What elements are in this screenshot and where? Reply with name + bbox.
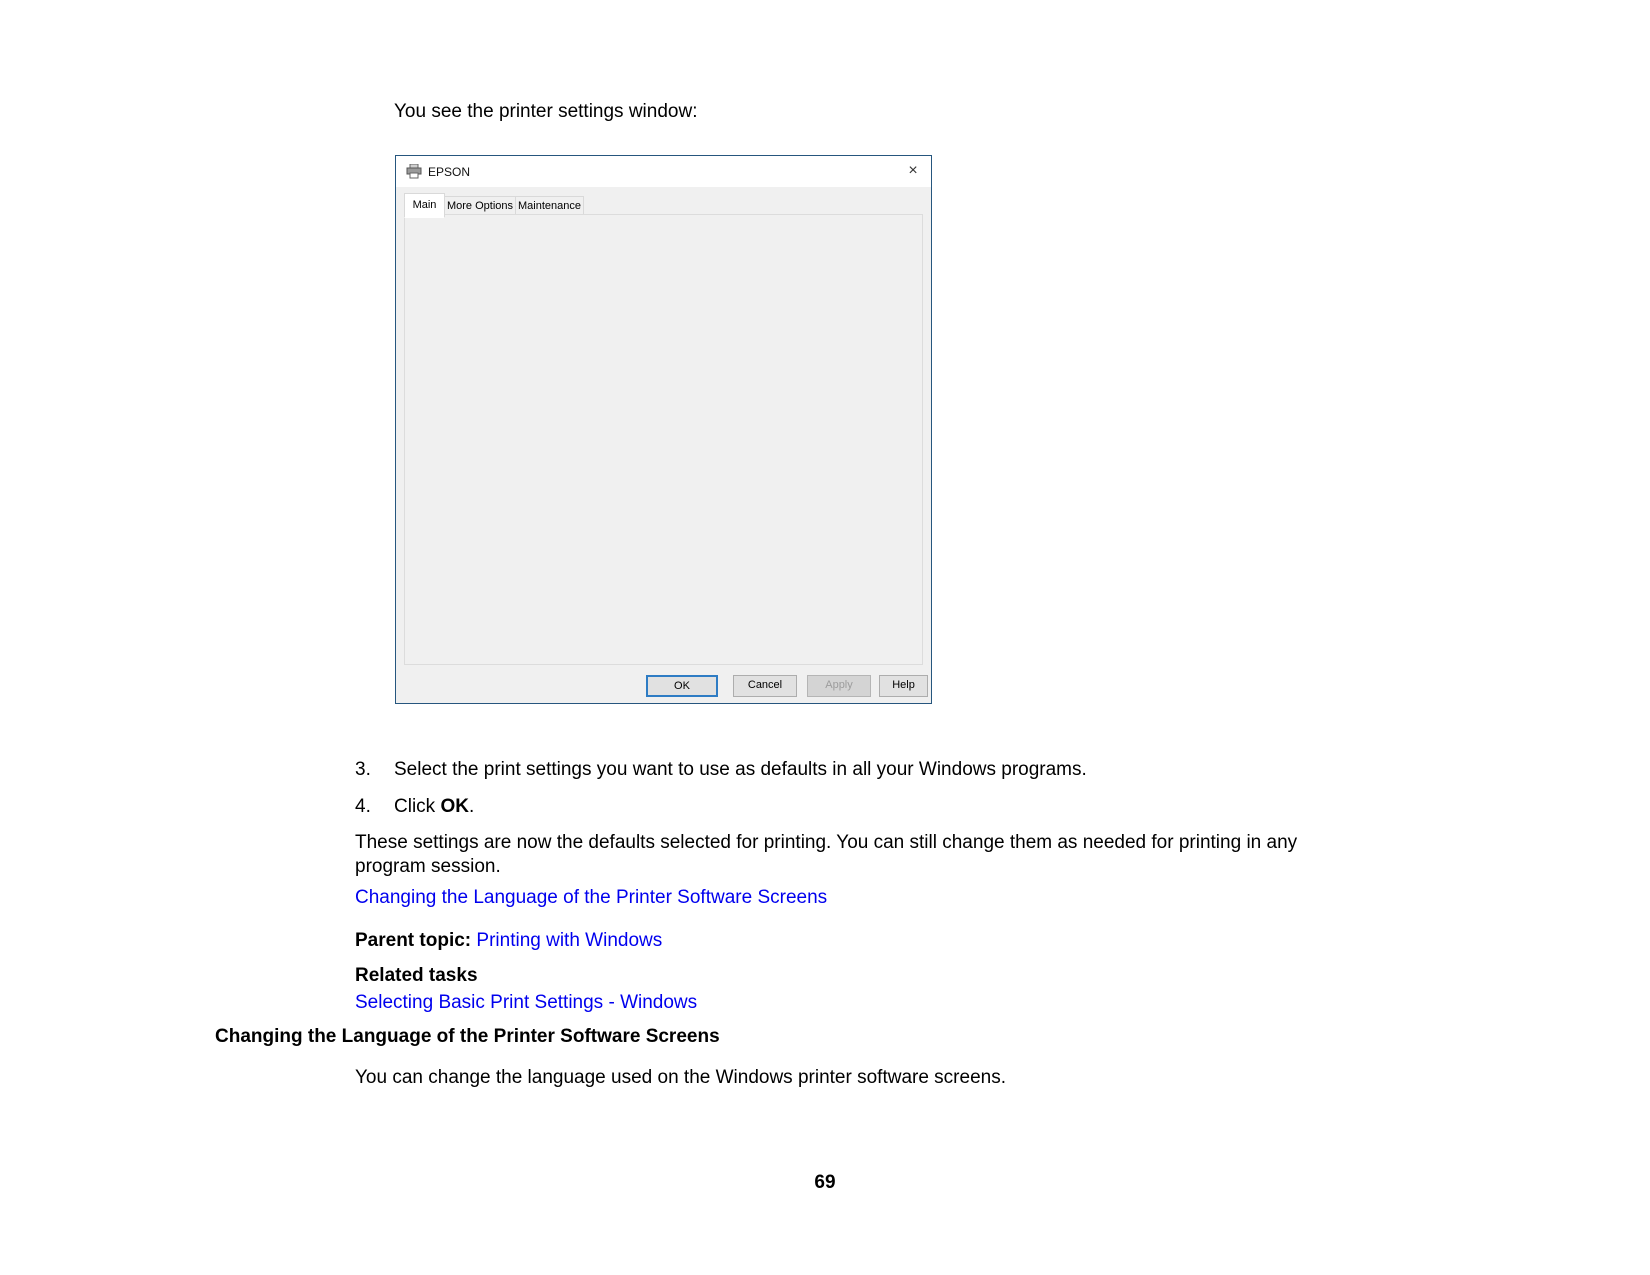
- intro-text: You see the printer settings window:: [394, 101, 698, 122]
- section-heading: Changing the Language of the Printer Software Screens: [215, 1026, 720, 1047]
- tab-main[interactable]: Main: [404, 193, 445, 218]
- related-tasks-heading: Related tasks: [355, 965, 478, 986]
- printing-with-windows-link[interactable]: Printing with Windows: [476, 930, 663, 951]
- page-number: 69: [814, 1172, 836, 1193]
- help-button[interactable]: Help: [879, 675, 928, 697]
- changing-language-link[interactable]: Changing the Language of the Printer Software Screens: [355, 887, 828, 908]
- step-3-number: 3.: [355, 759, 371, 780]
- tab-more-options[interactable]: More Options: [444, 196, 516, 217]
- parent-topic-line: [355, 929, 662, 953]
- selecting-basic-print-settings-link[interactable]: Selecting Basic Print Settings - Windows: [355, 992, 698, 1013]
- printer-icon: [406, 164, 422, 179]
- step-4-number: 4.: [355, 796, 371, 817]
- step-4-text-before: Click: [394, 796, 441, 817]
- dialog-titlebar: [396, 156, 931, 187]
- step-4-bold-ok: OK: [440, 796, 469, 817]
- tab-maintenance[interactable]: Maintenance: [515, 196, 584, 217]
- apply-button[interactable]: Apply: [807, 675, 871, 697]
- parent-topic-label: Parent topic:: [355, 930, 472, 951]
- close-icon[interactable]: ×: [908, 162, 918, 179]
- main-tab-page: [404, 214, 923, 665]
- printer-settings-dialog: [395, 155, 932, 704]
- defaults-paragraph: These settings are now the defaults selected for printing. You can still change them as needed for printing in any program session.: [355, 832, 1298, 877]
- ok-button[interactable]: OK: [646, 675, 718, 697]
- step-3-text: Select the print settings you want to use as defaults in all your Windows programs.: [394, 759, 1087, 780]
- cancel-button[interactable]: Cancel: [733, 675, 797, 697]
- dialog-title: EPSON: [428, 165, 471, 179]
- step-4-text-after: .: [468, 796, 475, 817]
- section-body: You can change the language used on the Windows printer software screens.: [355, 1067, 1006, 1088]
- step-4-text: [394, 795, 474, 819]
